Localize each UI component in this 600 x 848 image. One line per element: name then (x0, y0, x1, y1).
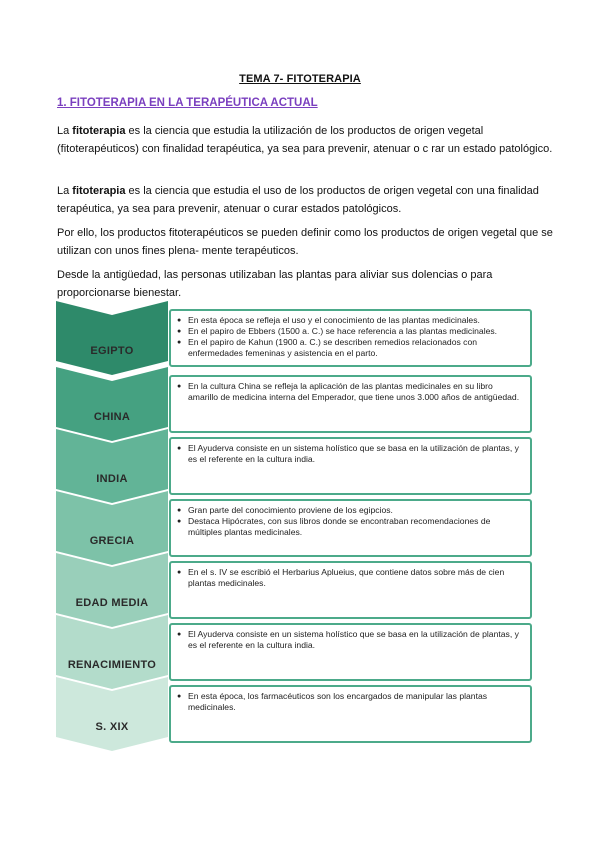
bullet-item: ● En esta época se refleja el uso y el conocimiento de las plantas medicinales. (177, 315, 522, 326)
era-label: GRECIA (89, 535, 135, 547)
bullet-item: ● En la cultura China se refleja la aplicación de las plantas medicinales en su libro amarillo de medicina interna del Emperador, que tiene unos 3.000 años de antigüedad. (177, 381, 522, 403)
bullet-item: ● En el s. IV se escribió el Herbarius Aplueius, que contiene datos sobre más de cien plantas medicinales. (177, 567, 522, 589)
term-fitoterapia: fitoterapia (72, 185, 126, 197)
timeline-row-renacimiento (56, 623, 532, 681)
era-chevron (56, 615, 168, 689)
era-description-box (169, 685, 532, 743)
page-title: TEMA 7- FITOTERAPIA (239, 73, 361, 85)
era-description-box (169, 623, 532, 681)
bullet-item: ● El Ayuderva consiste en un sistema holístico que se basa en la utilización de plantas, y es el referente en la cultura india. (177, 629, 522, 651)
timeline-row-egipto (56, 309, 532, 367)
era-description-box (169, 561, 532, 619)
era-chevron (56, 677, 168, 751)
era-chevron (56, 301, 168, 375)
era-label: EDAD MEDIA (75, 597, 149, 609)
bullet-item: ● Gran parte del conocimiento proviene de los egipcios. (177, 505, 522, 516)
timeline-row-s-xix (56, 685, 532, 743)
era-chevron (56, 553, 168, 627)
paragraph-definition-2: La fitoterapia es la ciencia que estudia el uso de los productos de origen vegetal con una finalidad terapéutica, ya sea para prevenir, atenuar o curar estados patológicos. (57, 185, 539, 215)
bullet-item: ● En el papiro de Ebbers (1500 a. C.) se hace referencia a las plantas medicinales. (177, 326, 522, 337)
era-description-box (169, 437, 532, 495)
era-chevron (56, 491, 168, 565)
bullet-item: ● Destaca Hipócrates, con sus libros donde se encontraban recomendaciones de múltiples plantas medicinales. (177, 516, 522, 538)
era-label: INDIA (96, 473, 128, 485)
era-label: EGIPTO (90, 345, 134, 357)
paragraph-antiquity: Desde la antigüedad, las personas utilizaban las plantas para aliviar sus dolencias o para proporcionarse bienestar. (57, 269, 493, 299)
bullet-item: ● En esta época, los farmacéuticos son los encargados de manipular las plantas medicinales. (177, 691, 522, 713)
paragraph-definition-1: La fitoterapia es la ciencia que estudia la utilización de los productos de origen vegetal (fitoterapéuticos) con finalidad terapéutica, ya sea para prevenir, atenuar o c rar un estado patológico. (57, 125, 553, 155)
era-chevron (56, 429, 168, 503)
bullet-item: ● En el papiro de Kahun (1900 a. C.) se describen remedios relacionados con enfermedades femeninas y asistencia en el parto. (177, 337, 522, 359)
era-description-box (169, 309, 532, 367)
era-description-box (169, 375, 532, 433)
paragraph-products: Por ello, los productos fitoterapéuticos se pueden definir como los productos de origen vegetal que se utilizan con unos fines plena- mente terapéuticos. (57, 227, 553, 257)
section-heading: 1. FITOTERAPIA EN LA TERAPÉUTICA ACTUAL (57, 97, 318, 109)
timeline-row-edad-media (56, 561, 532, 619)
era-label: RENACIMIENTO (67, 659, 157, 671)
era-description-box (169, 499, 532, 557)
timeline-row-china (56, 375, 532, 433)
term-fitoterapia: fitoterapia (72, 125, 126, 137)
timeline-row-india (56, 437, 532, 495)
timeline-row-grecia (56, 499, 532, 557)
era-label: CHINA (93, 411, 131, 423)
history-timeline (56, 309, 532, 759)
era-chevron (56, 367, 168, 441)
era-label: S. XIX (95, 721, 129, 733)
bullet-item: ● El Ayuderva consiste en un sistema holístico que se basa en la utilización de plantas, y es el referente en la cultura india. (177, 443, 522, 465)
